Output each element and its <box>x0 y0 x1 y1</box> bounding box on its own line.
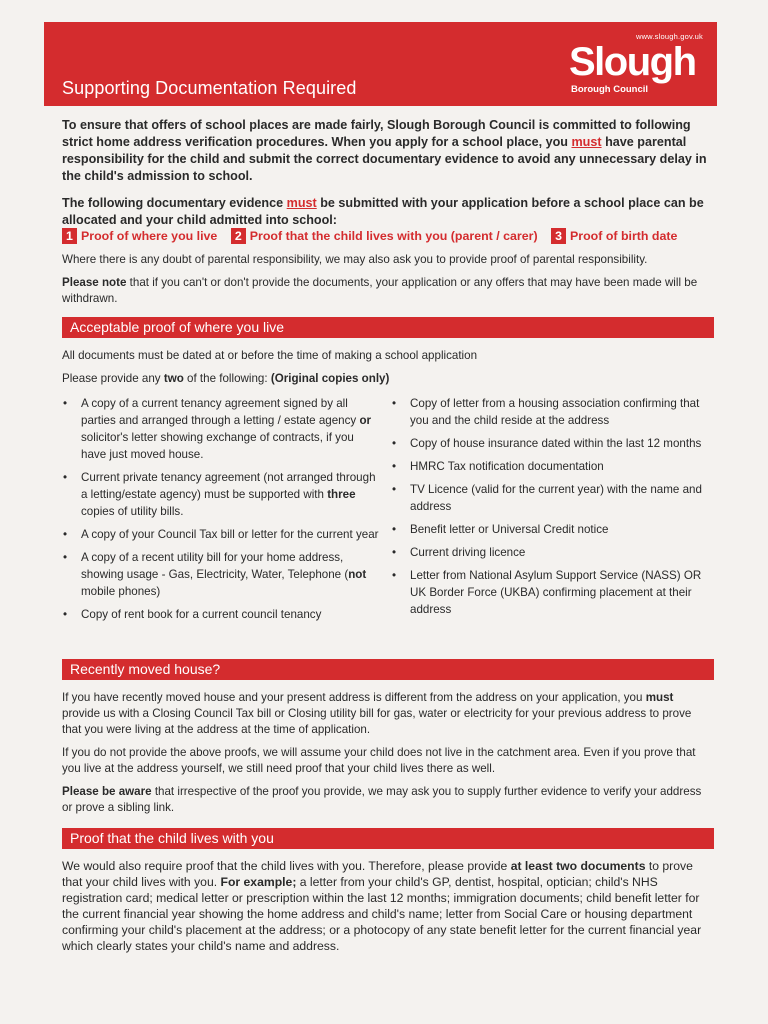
list-item: • A copy of a recent utility bill for your home address, showing usage - Gas, Electricity, Water, Telephone (not mobile phones) <box>63 551 367 598</box>
requirement-3: 3 Proof of birth date <box>551 228 677 244</box>
requirement-2: 2 Proof that the child lives with you (parent / carer) <box>231 228 538 244</box>
list-item: • Copy of rent book for a current council tenancy <box>63 608 322 621</box>
moved-paragraph-2: If you do not provide the above proofs, we will assume your child does not live in the catchment area. Even if you prove that you live at the address yourself, we still need proof that your child lives there as well. <box>62 746 696 775</box>
logo-url: www.slough.gov.uk <box>635 32 703 41</box>
slough-logo <box>559 28 709 100</box>
section-heading-recently-moved: Recently moved house? <box>62 659 714 680</box>
list-item: • Copy of letter from a housing association confirming that you and the child reside at the address <box>392 397 700 427</box>
doubt-note: Where there is any doubt of parental responsibility, we may also ask you to provide proof of parental responsibility. <box>62 253 648 266</box>
moved-paragraph-1: If you have recently moved house and your present address is different from the address on your application, you must provide us with a Closing Council Tax bill or Closing utility bill for gas, water or electricity for your previous address to prove that you were living at the address at the time of application. <box>62 691 692 736</box>
residence-list-left <box>62 395 380 629</box>
notes <box>62 252 712 314</box>
list-item: • Current private tenancy agreement (not arranged through a letting/estate agency) must be supported with three copies of utility bills. <box>63 471 376 518</box>
page-title: Supporting Documentation Required <box>62 78 357 98</box>
child-proof-paragraph: We would also require proof that the child lives with you. Therefore, please provide at least two documents to prove that your child lives with you. For example; a letter from your child's GP, dentist, hospital, optician; child's NHS registration card; medical letter or prescription within the last 12 months; immigration documents; child benefit letter for the current financial year showing the home address and child's name; letter from Social Care or housing department confirming your child's placement at the address; or a photocopy of any state benefit letter for the current financial year which clearly states your child's name and address. <box>62 859 702 953</box>
must-emphasis: must <box>571 135 602 149</box>
list-item: • Letter from National Asylum Support Service (NASS) OR UK Border Force (UKBA) confirming placement at their address <box>392 569 702 616</box>
moved-paragraph-3: Please be aware that irrespective of the proof you provide, we may ask you to supply further evidence to verify your address or prove a sibling link. <box>62 785 702 814</box>
list-item: • Copy of house insurance dated within the last 12 months <box>392 437 702 450</box>
recently-moved-body <box>62 690 712 823</box>
provide-two-note: Please provide any two of the following: (Original copies only) <box>62 372 390 385</box>
child-proof-body <box>62 858 712 961</box>
logo-wordmark: Slough <box>569 40 696 84</box>
residence-list-right <box>391 395 716 624</box>
requirement-1: 1 Proof of where you live <box>62 228 217 244</box>
logo-subtitle: Borough Council <box>571 84 649 95</box>
must-emphasis: must <box>286 196 317 210</box>
residence-instructions <box>62 348 712 394</box>
list-item: • Benefit letter or Universal Credit notice <box>392 523 609 536</box>
section-heading-child-lives-with-you: Proof that the child lives with you <box>62 828 714 849</box>
list-item: • TV Licence (valid for the current year) with the name and address <box>392 483 702 513</box>
intro-paragraph-2: The following documentary evidence must be submitted with your application before a school place can be allocated and your child admitted into school: <box>62 196 704 227</box>
list-item: • Current driving licence <box>392 546 526 559</box>
please-note: Please note that if you can't or don't provide the documents, your application or any offers that may have been made will be withdrawn. <box>62 276 698 305</box>
requirement-list <box>62 228 687 244</box>
intro-paragraph-1: To ensure that offers of school places are made fairly, Slough Borough Council is committed to following strict home address verification procedures. When you apply for a school place, you must have parental responsibility for the child and submit the correct documentary evidence to avoid any unnecessary delay in the child's admission to school. <box>62 118 707 183</box>
list-item: • A copy of a current tenancy agreement signed by all parties and arranged through a letting / estate agency or solicitor's letter showing exchange of contracts, if you have just moved house. <box>63 397 372 461</box>
list-item: • A copy of your Council Tax bill or letter for the current year <box>63 528 379 541</box>
list-item: • HMRC Tax notification documentation <box>392 460 604 473</box>
header-banner <box>44 22 717 106</box>
section-heading-proof-of-residence: Acceptable proof of where you live <box>62 317 714 338</box>
intro <box>62 117 712 239</box>
dated-note: All documents must be dated at or before the time of making a school application <box>62 349 478 362</box>
